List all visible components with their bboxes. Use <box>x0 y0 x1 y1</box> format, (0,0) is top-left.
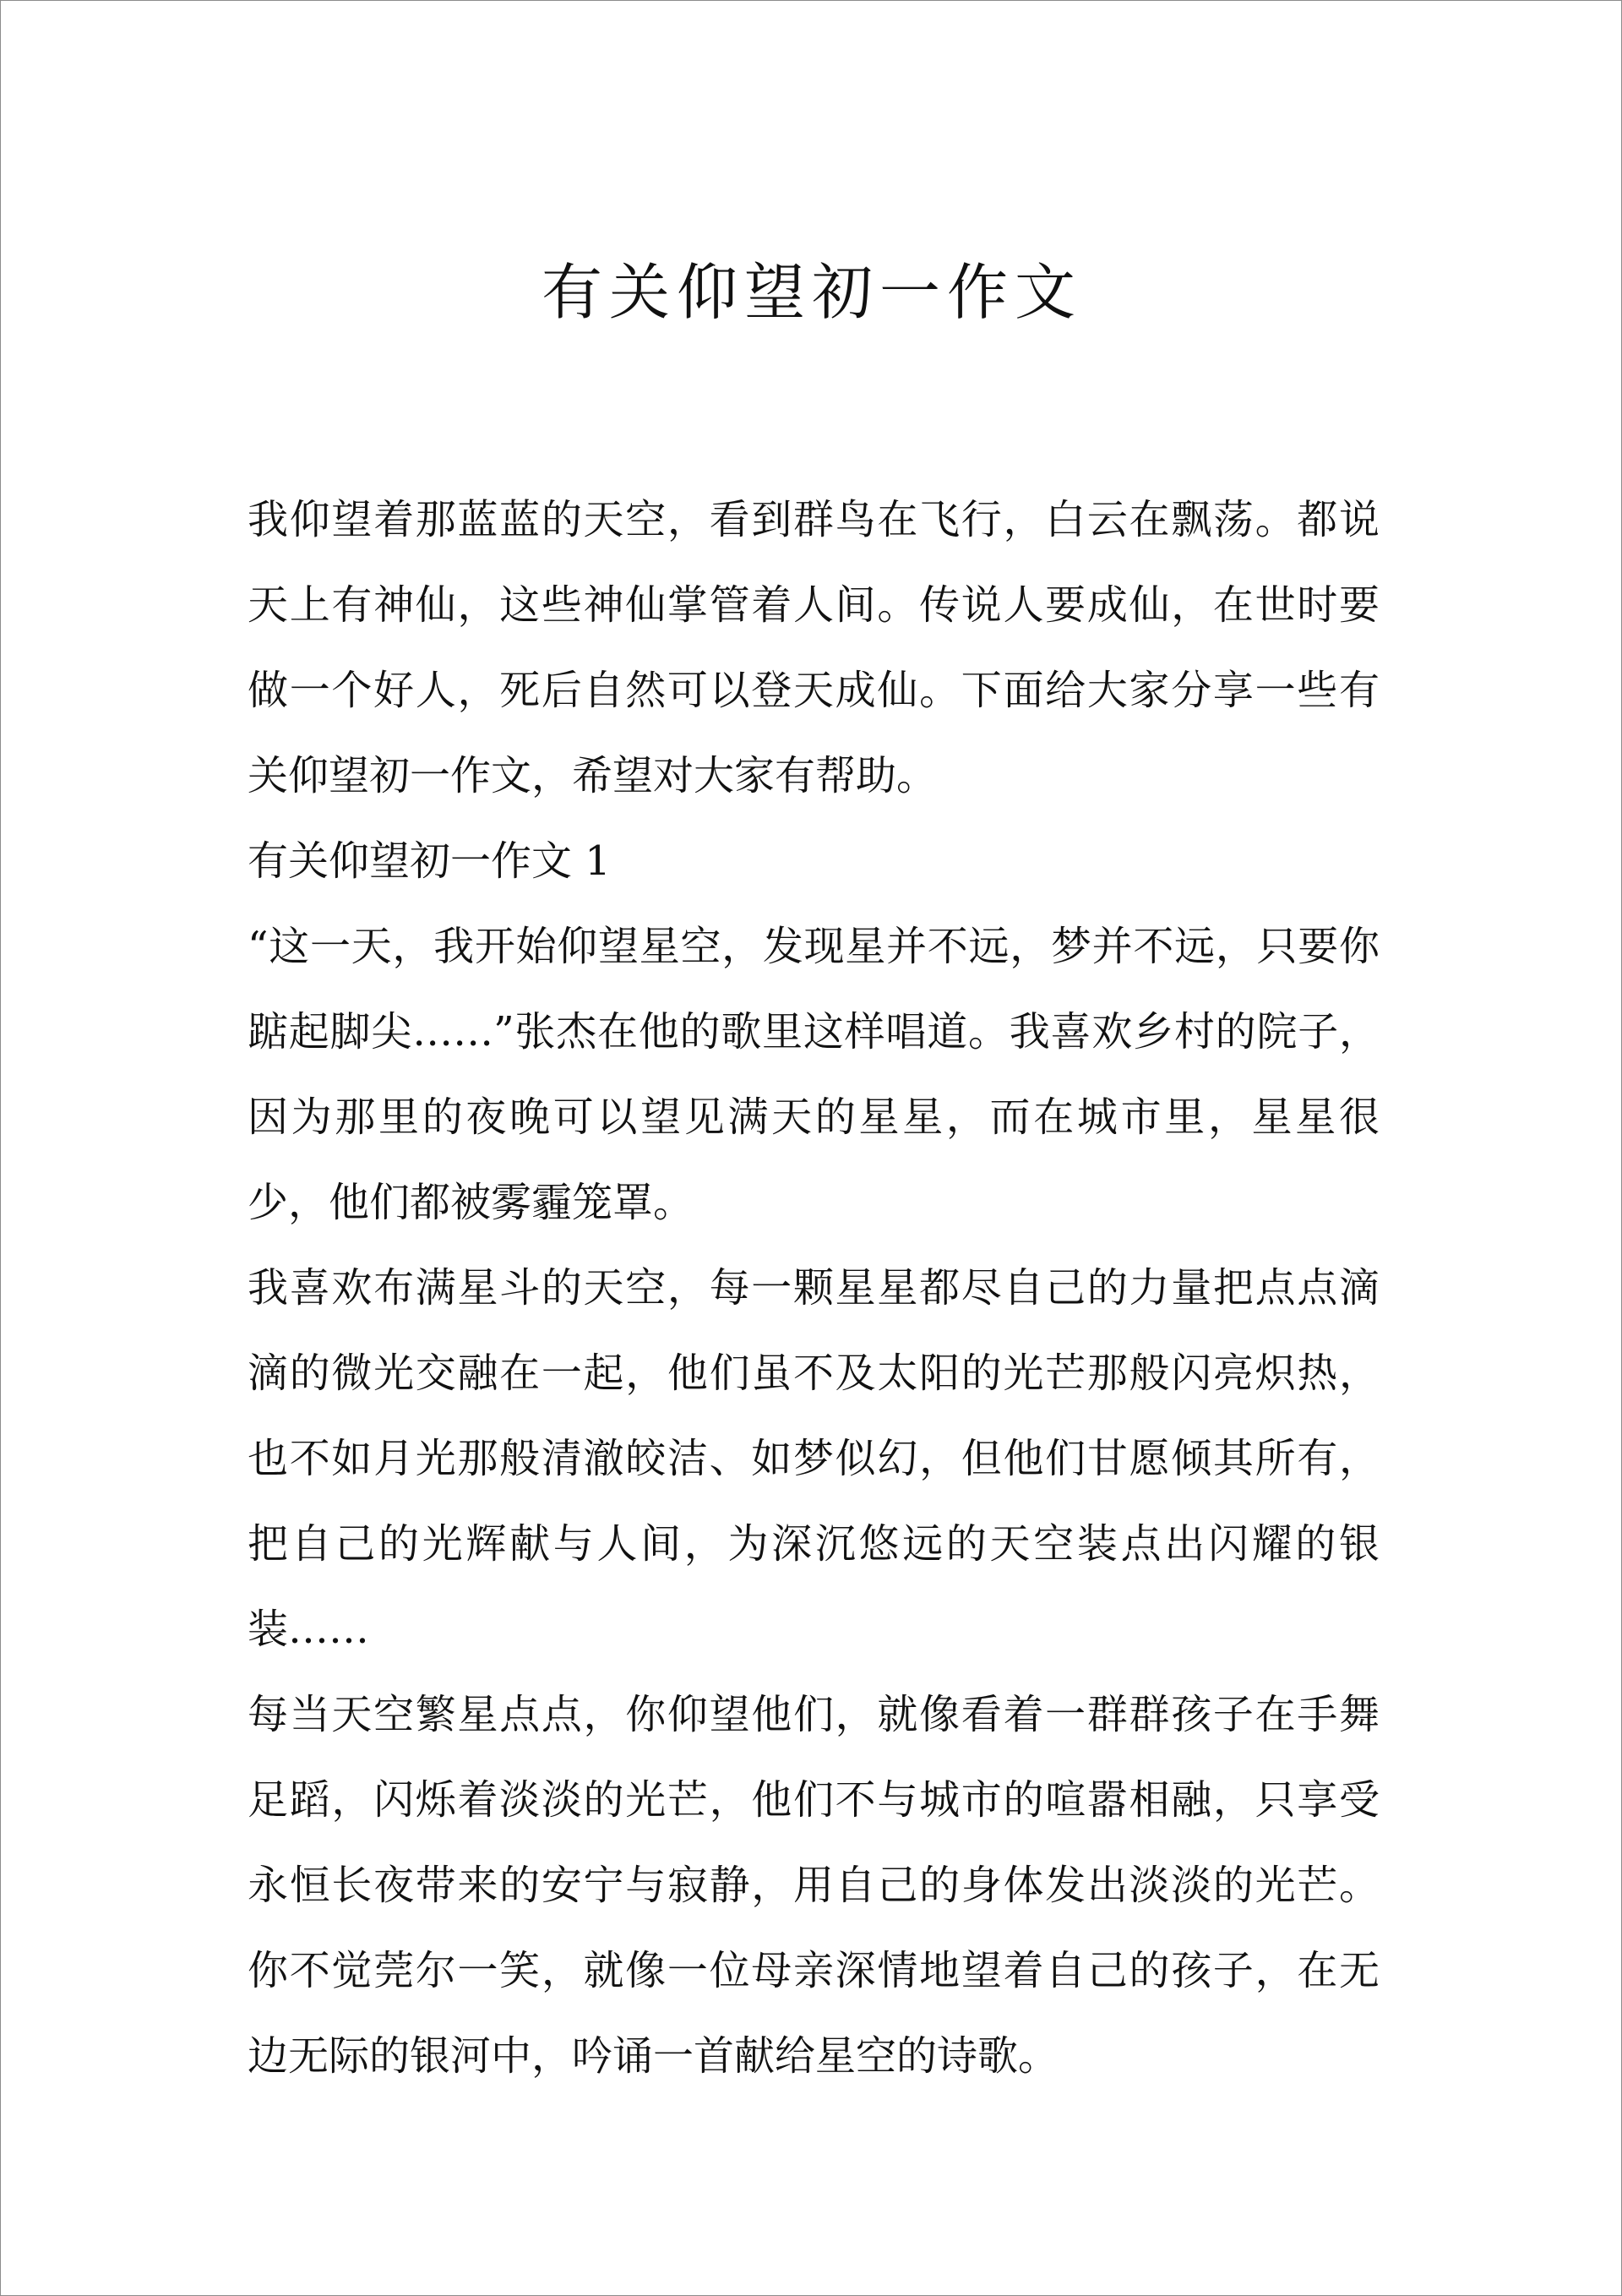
intro-paragraph: 我仰望着那蓝蓝的天空，看到群鸟在飞行，白云在飘荡。都说天上有神仙，这些神仙掌管着人间。传说人要成仙，在世时要做一个好人，死后自然可以登天成仙。下面给大家分享一些有关仰望初一作文，希望对大家有帮助。 <box>248 496 1380 799</box>
body-paragraph: “这一天，我开始仰望星空，发现星并不远，梦并不远，只要你踮起脚尖……”张杰在他的歌里这样唱道。我喜欢乡村的院子，因为那里的夜晚可以望见满天的星星，而在城市里，星星很少，他们都被雾霾笼罩。 <box>248 923 1380 1226</box>
document-body <box>248 477 1380 2099</box>
section-heading: 有关仰望初一作文 1 <box>248 837 611 885</box>
body-paragraph: 每当天空繁星点点，你仰望他们，就像看着一群群孩子在手舞足蹈，闪烁着淡淡的光芒，他们不与城市的喧嚣相融，只享受永恒长夜带来的安宁与寂静，用自己的身体发出淡淡的光芒。你不觉莞尔一笑，就像一位母亲深情地望着自己的孩子，在无边无际的银河中，吟诵一首献给星空的诗歌。 <box>248 1691 1380 2080</box>
body-paragraph: 我喜欢布满星斗的天空，每一颗星星都尽自己的力量把点点滴滴的微光交融在一起，他们虽不及太阳的光芒那般闪亮炽热，也不如月光那般清澈皎洁、如梦似幻，但他们甘愿倾其所有，把自己的光辉献与人间，为深沉悠远的天空装点出闪耀的银装…… <box>248 1264 1380 1653</box>
document-title: 有关仰望初一作文 <box>541 257 1082 328</box>
